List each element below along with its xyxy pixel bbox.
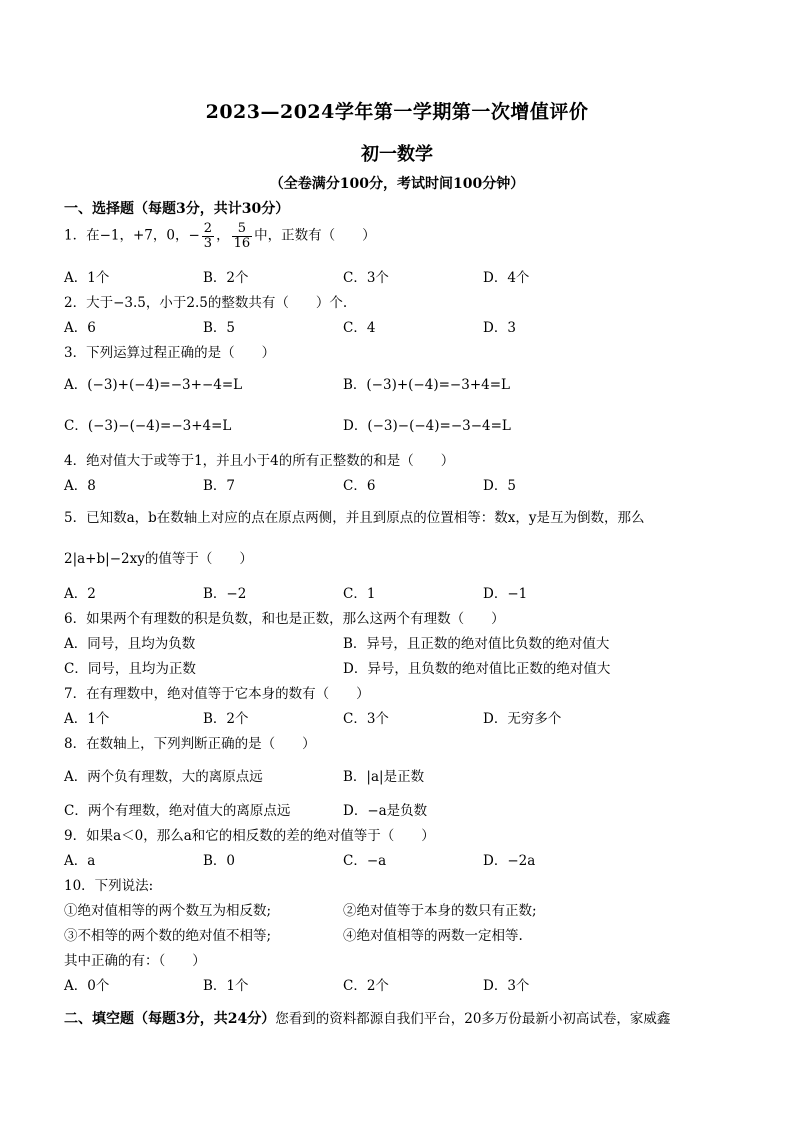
q3-option-d: D．(−3)−(−4)=−3−4=L [343, 418, 511, 434]
q4-option-a: A．8 [64, 478, 96, 494]
question-8-stem: 8．在数轴上，下列判断正确的是（ ） [64, 736, 316, 752]
question-9-stem: 9．如果a＜0，那么a和它的相反数的差的绝对值等于（ ） [64, 828, 435, 844]
question-7-stem: 7．在有理数中，绝对值等于它本身的数有（ ） [64, 686, 370, 702]
q1-option-c: C．3个 [343, 270, 389, 286]
q6-option-d: D．异号，且负数的绝对值比正数的绝对值大 [343, 661, 611, 677]
q9-option-b: B．0 [203, 853, 236, 869]
question-3-stem: 3．下列运算过程正确的是（ ） [64, 345, 276, 361]
q10-statement-4: ④绝对值相等的两数一定相等. [343, 928, 523, 944]
question-4-stem: 4．绝对值大于或等于1，并且小于4的所有正整数的和是（ ） [64, 453, 455, 469]
q4-option-c: C．6 [343, 478, 376, 494]
q10-option-a: A．0个 [64, 978, 110, 994]
q1-option-d: D．4个 [483, 270, 530, 286]
q2-option-c: C．4 [343, 320, 376, 336]
frac1-denominator: 3 [203, 235, 213, 251]
q9-option-a: A．a [64, 853, 96, 869]
q1-option-a: A．1个 [64, 270, 110, 286]
q2-option-d: D．3 [483, 320, 516, 336]
q2-option-a: A．6 [64, 320, 96, 336]
q3-option-a: A．(−3)+(−4)=−3+−4=L [64, 377, 243, 393]
q4-option-b: B．7 [203, 478, 236, 494]
q6-option-c: C．同号，且均为正数 [64, 661, 196, 677]
q8-option-b: B．|a|是正数 [343, 769, 425, 785]
q5-option-b: B．−2 [203, 586, 247, 602]
question-2-stem: 2．大于−3.5，小于2.5的整数共有（ ）个. [64, 295, 348, 311]
q9-option-c: C．−a [343, 853, 387, 869]
q1-suffix: 中，正数有（ ） [254, 227, 376, 244]
frac2-denominator: 16 [233, 235, 251, 251]
q9-option-d: D．−2a [483, 853, 536, 869]
question-1-stem [64, 222, 376, 250]
question-5-expression: 2|a+b|−2xy的值等于（ ） [64, 551, 253, 567]
question-10-stem: 10．下列说法: [64, 878, 154, 894]
section-2-heading [64, 1007, 670, 1028]
q7-option-d: D．无穷多个 [483, 711, 562, 727]
q6-option-b: B．异号，且正数的绝对值比负数的绝对值大 [343, 636, 610, 652]
q10-statement-1: ①绝对值相等的两个数互为相反数; [64, 903, 272, 919]
q3-option-c: C．(−3)−(−4)=−3+4=L [64, 418, 232, 434]
q5-option-a: A．2 [64, 586, 96, 602]
q7-option-a: A．1个 [64, 711, 110, 727]
exam-note: （全卷满分100分，考试时间100分钟） [269, 176, 525, 192]
q8-option-c: C．两个有理数，绝对值大的离原点远 [64, 803, 291, 819]
question-6-stem: 6．如果两个有理数的积是负数，和也是正数，那么这两个有理数（ ） [64, 611, 505, 627]
q10-option-c: C．2个 [343, 978, 389, 994]
exam-subject: 初一数学 [361, 144, 433, 165]
q1-mid: ， [216, 227, 230, 244]
q8-option-a: A．两个负有理数，大的离原点远 [64, 769, 263, 785]
frac2-numerator: 5 [232, 222, 253, 237]
question-10-prompt: 其中正确的有：（ ） [64, 953, 206, 969]
q1-option-b: B．2个 [203, 270, 249, 286]
exam-title: 2023—2024学年第一学期第一次增值评价 [205, 101, 589, 123]
q10-statement-3: ③不相等的两个数的绝对值不相等; [64, 928, 272, 944]
q5-option-d: D．−1 [483, 586, 528, 602]
question-5-stem: 5．已知数a，b在数轴上对应的点在原点两侧，并且到原点的位置相等：数x，y是互为倒数，那么 [64, 510, 645, 526]
frac1-numerator: 2 [203, 221, 213, 236]
q6-option-a: A．同号，且均为负数 [64, 636, 196, 652]
q7-option-b: B．2个 [203, 711, 249, 727]
q5-option-c: C．1 [343, 586, 376, 602]
fraction-two-thirds [202, 222, 214, 250]
q1-prefix: 1．在−1，+7，0，− [64, 227, 200, 244]
section-2-title: 二、填空题（每题3分，共24分） [64, 1011, 276, 1027]
q7-option-c: C．3个 [343, 711, 389, 727]
q2-option-b: B．5 [203, 320, 236, 336]
q3-option-b: B．(−3)+(−4)=−3+4=L [343, 377, 510, 393]
q4-option-d: D．5 [483, 478, 516, 494]
q10-option-b: B．1个 [203, 978, 249, 994]
q10-statement-2: ②绝对值等于本身的数只有正数; [343, 903, 537, 919]
fraction-five-sixteenths [232, 222, 253, 250]
q10-option-d: D．3个 [483, 978, 530, 994]
q8-option-d: D．−a是负数 [343, 803, 428, 819]
section-1-heading: 一、选择题（每题3分，共计30分） [64, 201, 290, 217]
promo-text: 您看到的资料都源自我们平台，20多万份最新小初高试卷，家威鑫 [275, 1011, 671, 1027]
